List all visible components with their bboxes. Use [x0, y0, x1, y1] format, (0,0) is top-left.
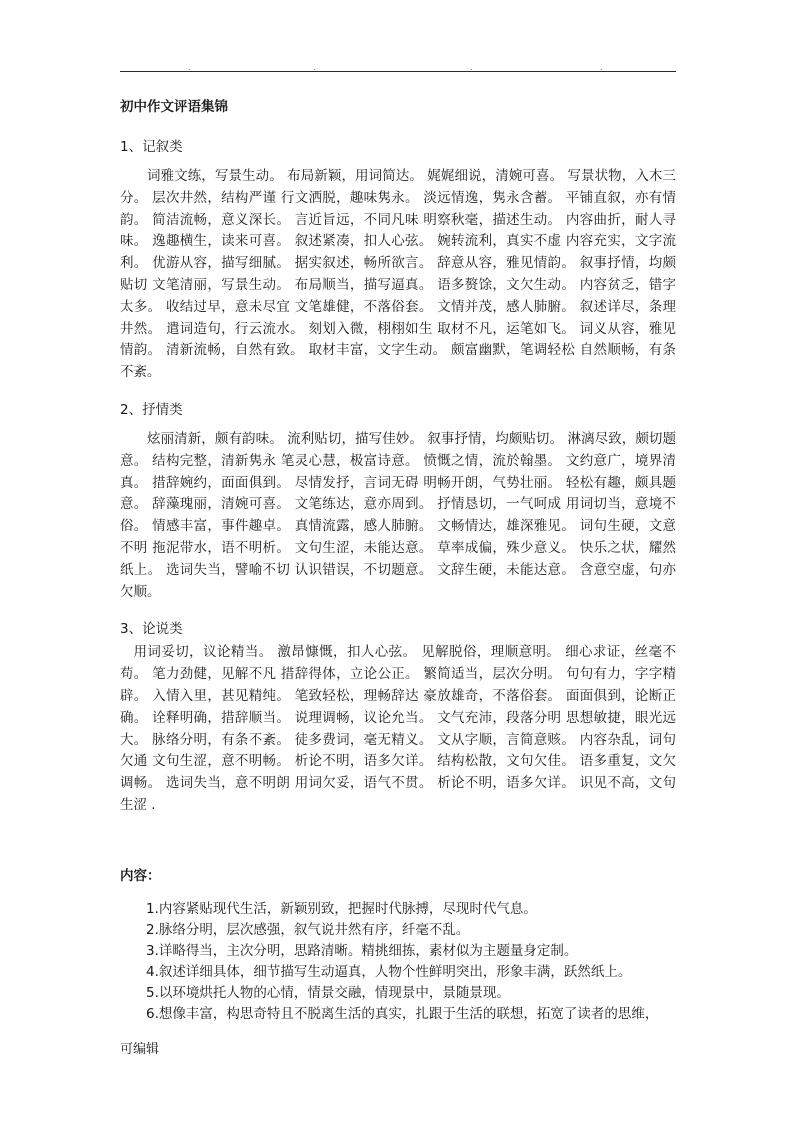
contents-list	[120, 899, 676, 1025]
list-item: 5.以环境烘托人物的心情，情景交融，情现景中，景随景现。	[146, 985, 510, 1001]
section-heading-argument: 3、论说类	[120, 621, 183, 638]
header-mark: .	[470, 63, 473, 72]
footer-editable-label: 可编辑	[120, 1042, 160, 1057]
header-mark: .	[188, 63, 191, 72]
section-text-narrative: 词雅文练，写景生动。 布局新颖，用词简达。 娓娓细说，清婉可喜。 写景状物，入木三分。 层次井然，结构严谨 行文洒脱，趣味隽永。 淡远情逸，隽永含蓄。 平铺直叙，亦有情韵。 简洁流畅，意义深长。 言近旨远，不同凡味 明察秋毫，描述生动。 内容曲折，耐人寻味。 逸趣横生，读来可喜。 叙述紧凑，扣人心弦。 婉转流利，真实不虚 内容充实，文字流利。 优游从容，描写细腻。 据实叙述，畅所欲言。 辞意从容，雅见情韵。 叙事抒情，均颇贴切 文笔清丽，写景生动。 布局顺当，描写逼真。 语多赘馀，文欠生动。 内容贫乏，错字太多。 收结过早，意未尽宜 文笔雄健，不落俗套。 文情并茂，感人肺腑。 叙述详尽，条理井然。 遣词造句，行云流水。 刻划入微，栩栩如生 取材不凡，运笔如飞。 词义从容，雅见情韵。 清新流畅，自然有致。 取材丰富，文字生动。 颇富幽默，笔调轻松 自然顺畅，有条不紊。	[120, 168, 676, 381]
header-mark: .	[600, 63, 603, 72]
section-heading-narrative: 1、记叙类	[120, 139, 183, 155]
contents-block	[120, 865, 676, 1025]
section-text-lyric: 炫丽清新，颇有韵味。 流利贴切，描写佳妙。 叙事抒情，均颇贴切。 淋漓尽致，颇切题意。 结构完整，清新隽永 笔灵心慧，极富诗意。 愤慨之情，流於翰墨。 文约意广，境界清真。 措辞婉约，面面俱到。 尽情发抒，言词无碍 明畅开朗，气势壮丽。 轻松有趣，颇具题意。 辞藻瑰丽，清婉可喜。 文笔练达，意亦周到。 抒情恳切，一气呵成 用词切当，意境不俗。 情感丰富，事件趣卓。 真情流露，感人肺腑。 文畅情达，雄深雅见。 词句生硬，文意不明 拖泥带水，语不明析。 文句生涩，未能达意。 草率成偏，殊少意义。 快乐之状，耀然纸上。 选词失当，譬喻不切 认识错误，不切题意。 文辞生硬，未能达意。 含意空虚，句亦欠顺。	[120, 430, 676, 600]
document-title: 初中作文评语集锦	[120, 99, 228, 115]
header-mark: .	[313, 63, 316, 72]
section-text-argument: 用词妥切，议论精当。 激昂慷慨，扣人心弦。 见解脱俗，理顺意明。 细心求证，丝毫不苟。 笔力劲健，见解不凡 措辞得体，立论公正。 繁简适当，层次分明。 句句有力，字字精辟。 入情入里，甚见精纯。 笔致轻松，理畅辞达 豪放雄奇，不落俗套。 面面俱到，论断正确。 诠释明确，措辞顺当。 说理调畅，议论允当。 文气充沛，段落分明 思想敏捷，眼光远大。 脉络分明，有条不紊。 徒多费词，毫无精义。 文从字顺，言简意赅。 内容杂乱，词句欠通 文句生涩，意不明畅。 析论不明，语多欠详。 结构松散，文句欠佳。 语多重复，文欠调畅。 选词失当，意不明朗 用词欠妥，语气不贯。 析论不明，语多欠详。 识见不高，文句生涩 .	[120, 644, 676, 813]
list-item: 2.脉络分明，层次感强，叙气说井然有序，纤毫不乱。	[146, 922, 470, 938]
list-item: 4.叙述详细具体，细节描写生动逼真，人物个性鲜明突出，形象丰满，跃然纸上。	[146, 964, 632, 980]
list-item: 1.内容紧贴现代生活，新颖别致，把握时代脉搏，尽现时代气息。	[146, 901, 537, 917]
contents-heading: 内容：	[120, 868, 161, 884]
header-rule	[120, 71, 676, 72]
list-item: 3.详略得当，主次分明，思路清晰。精挑细拣，素材似为主题量身定制。	[146, 943, 578, 959]
section-heading-lyric: 2、抒情类	[120, 401, 183, 418]
list-item: 6.想像丰富，构思奇特且不脱离生活的真实，扎跟于生活的联想，拓宽了读者的思维，	[146, 1006, 659, 1022]
document-body	[120, 96, 676, 832]
